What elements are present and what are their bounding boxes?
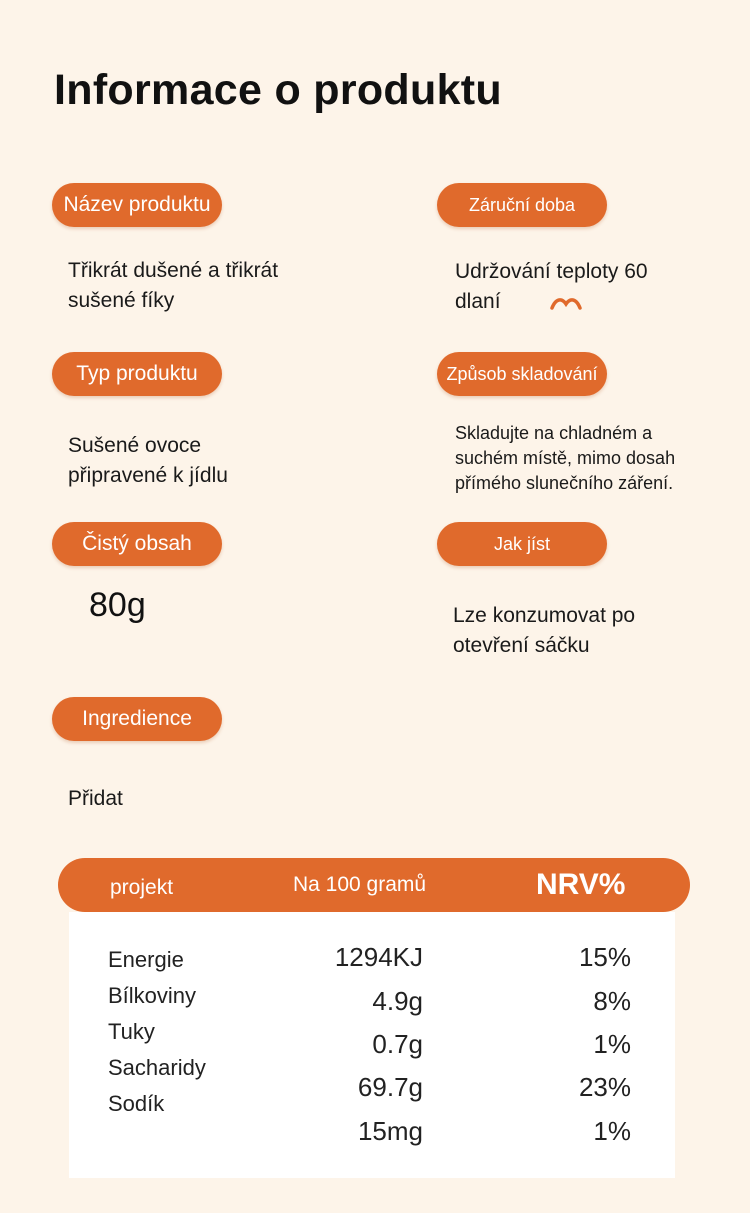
nutrient-label: Tuky (108, 1019, 155, 1044)
nutrient-amount: 15mg (357, 1116, 423, 1146)
page-title: Informace o produktu (54, 66, 502, 114)
product-type-value (68, 431, 228, 491)
warranty-line-2: dlaní (455, 290, 501, 313)
storage-line-2: suchém místě, mimo dosah (455, 448, 676, 468)
product-name-line-1: Třikrát dušené a třikrát (68, 259, 279, 282)
header-nrv: NRV% (536, 868, 626, 901)
nutrient-label: Sacharidy (108, 1055, 206, 1080)
label-how-to-eat: Jak jíst (437, 522, 607, 566)
ingredients-value: Přidat (68, 787, 123, 810)
nutrient-label: Energie (108, 947, 184, 972)
header-item: projekt (110, 876, 174, 899)
label-warranty: Záruční doba (437, 183, 607, 227)
nutrient-nrv: 1% (593, 1116, 631, 1146)
decorative-squiggle-icon (550, 296, 582, 312)
label-net-content: Čistý obsah (52, 522, 222, 566)
how-to-eat-line-1: Lze konzumovat po (453, 604, 636, 627)
nutrition-table-header (58, 858, 690, 912)
label-product-name: Název produktu (52, 183, 222, 227)
storage-value (455, 421, 675, 496)
nutrient-amount: 1294KJ (334, 942, 423, 972)
nutrient-amount: 69.7g (357, 1072, 423, 1102)
nutrient-nrv: 8% (593, 986, 631, 1016)
header-per-100g: Na 100 gramů (293, 873, 427, 896)
product-name-line-2: sušené fíky (68, 289, 175, 312)
product-type-line-1: Sušené ovoce (68, 434, 202, 457)
storage-line-3: přímého slunečního záření. (455, 473, 674, 493)
nutrient-amount: 4.9g (372, 986, 423, 1016)
product-name-value (68, 256, 278, 316)
warranty-line-1: Udržování teploty 60 (455, 260, 648, 283)
label-storage: Způsob skladování (437, 352, 607, 396)
how-to-eat-value (453, 601, 635, 661)
label-product-type: Typ produktu (52, 352, 222, 396)
how-to-eat-line-2: otevření sáčku (453, 634, 590, 657)
storage-line-1: Skladujte na chladném a (455, 423, 653, 443)
nutrient-nrv: 23% (578, 1072, 631, 1102)
net-content-value: 80g (89, 586, 146, 624)
label-ingredients: Ingredience (52, 697, 222, 741)
nutrition-table-body (69, 912, 675, 1178)
product-type-line-2: připravené k jídlu (68, 464, 228, 487)
nutrient-label: Bílkoviny (108, 983, 197, 1008)
nutrient-amount: 0.7g (372, 1029, 423, 1059)
nutrient-label: Sodík (108, 1091, 165, 1116)
nutrient-nrv: 1% (593, 1029, 631, 1059)
nutrient-nrv: 15% (578, 942, 631, 972)
